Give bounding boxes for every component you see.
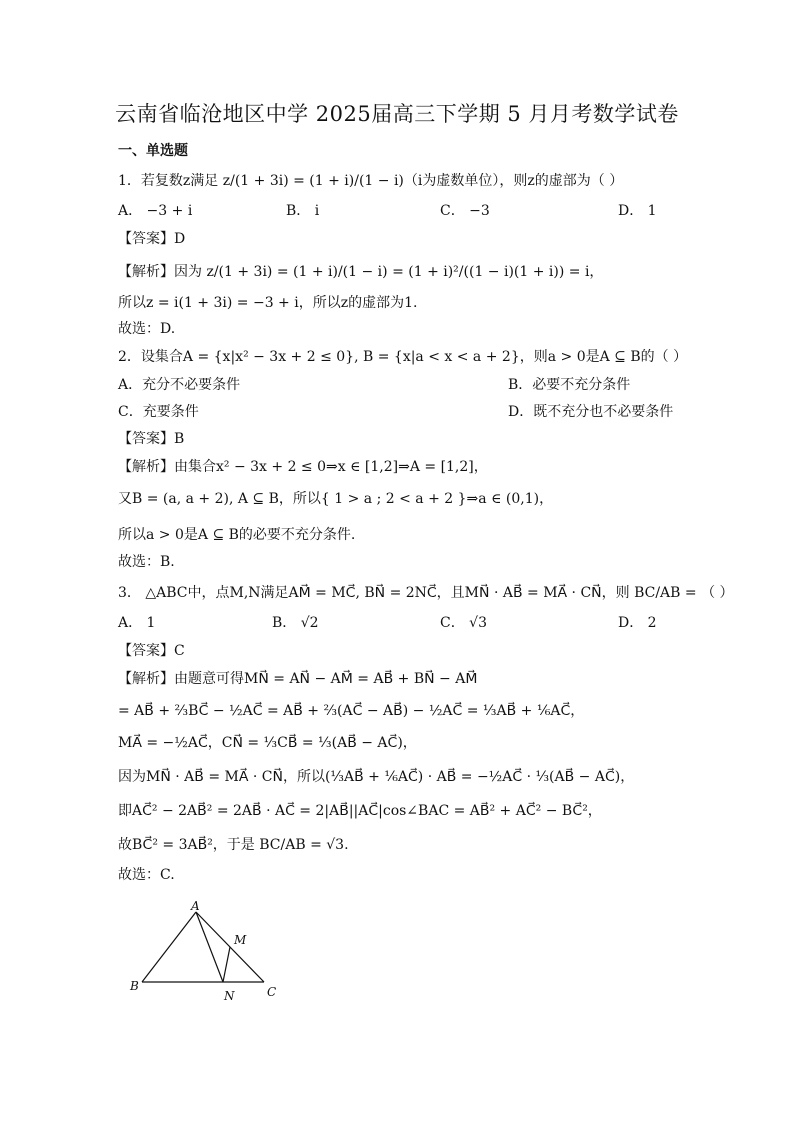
point-label-m: M xyxy=(234,933,247,947)
q1-analysis-1: 【解析】因为 z/(1 + 3i) = (1 + i)/(1 − i) = (1 + i)²/((1 − i)(1 + i)) = i， xyxy=(118,264,604,280)
q1-option-b: B． i xyxy=(286,203,320,219)
q3-analysis-7: 故选：C. xyxy=(118,867,175,883)
q3-analysis-1: 【解析】由题意可得MN⃗ = AN⃗ − AM⃗ = AB⃗ + BN⃗ − AM⃗ xyxy=(118,671,478,687)
triangle-figure xyxy=(126,898,286,1008)
q3-analysis-4: 因为MN⃗ · AB⃗ = MA⃗ · CN⃗，所以(⅓AB⃗ + ⅙AC⃗) · AB⃗ = −½AC⃗ · ⅓(AB⃗ − AC⃗)， xyxy=(118,769,635,785)
page-title: 云南省临沧地区中学 2025届高三下学期 5 月月考数学试卷 xyxy=(115,102,679,126)
q3-analysis-6: 故BC⃗² = 3AB⃗²，于是 BC/AB = √3. xyxy=(118,837,349,853)
q1-analysis-3: 故选：D. xyxy=(118,321,176,337)
q3-analysis-5: 即AC⃗² − 2AB⃗² = 2AB⃗ · AC⃗ = 2|AB⃗||AC⃗|cos∠BAC = AB⃗² + AC⃗² − BC⃗²， xyxy=(118,803,602,819)
q2-analysis-4: 故选：B. xyxy=(118,554,175,570)
q3-analysis-2: = AB⃗ + ⅔BC⃗ − ½AC⃗ = AB⃗ + ⅔(AC⃗ − AB⃗) − ½AC⃗ = ⅓AB⃗ + ⅙AC⃗， xyxy=(118,703,585,719)
q2-analysis-1: 【解析】由集合x² − 3x + 2 ≤ 0⇒x ∈ [1,2]⇒A = [1,2]， xyxy=(118,459,488,475)
q1-stem: 1．若复数z满足 z/(1 + 3i) = (1 + i)/(1 − i)（i为虚数单位），则z的虚部为（ ） xyxy=(118,173,624,189)
q1-option-c: C． −3 xyxy=(440,203,490,219)
vertex-label-a: A xyxy=(191,899,200,913)
vertex-label-b: B xyxy=(130,979,139,993)
q3-option-c: C． √3 xyxy=(440,615,487,631)
q1-analysis-2: 所以z = i(1 + 3i) = −3 + i，所以z的虚部为1. xyxy=(118,295,418,311)
edge-ab xyxy=(142,912,196,982)
vertex-label-c: C xyxy=(267,985,277,999)
q2-option-a: A．充分不必要条件 xyxy=(118,377,241,393)
q3-analysis-3: MA⃗ = −½AC⃗，CN⃗ = ⅓CB⃗ = ⅓(AB⃗ − AC⃗)， xyxy=(118,735,417,751)
q2-analysis-2: 又B = (a, a + 2), A ⊆ B，所以{ 1 > a ; 2 < a + 2 }⇒a ∈ (0,1)， xyxy=(118,491,554,507)
q1-answer: 【答案】D xyxy=(118,231,186,247)
q2-answer: 【答案】B xyxy=(118,431,185,447)
q2-analysis-3: 所以a > 0是A ⊆ B的必要不充分条件. xyxy=(118,527,356,543)
q1-option-a: A． −3 + i xyxy=(118,203,193,219)
q3-option-a: A． 1 xyxy=(118,615,156,631)
q3-option-d: D． 2 xyxy=(618,615,657,631)
q3-option-b: B． √2 xyxy=(272,615,319,631)
segment-an xyxy=(196,912,223,982)
point-label-n: N xyxy=(224,989,235,1003)
q2-option-c: C．充要条件 xyxy=(118,404,199,420)
q2-option-b: B．必要不充分条件 xyxy=(508,377,631,393)
segment-mn xyxy=(223,947,230,982)
section-heading: 一、单选题 xyxy=(118,143,188,159)
q3-stem: 3． △ABC中，点M,N满足AM⃗ = MC⃗, BN⃗ = 2NC⃗，且MN⃗ · AB⃗ = MA⃗ · CN⃗，则 BC/AB = （ ） xyxy=(118,585,734,601)
q3-answer: 【答案】C xyxy=(118,643,185,659)
q2-stem: 2．设集合A = {x|x² − 3x + 2 ≤ 0}, B = {x|a < x < a + 2}，则a > 0是A ⊆ B的（ ） xyxy=(118,349,688,365)
q1-option-d: D． 1 xyxy=(618,203,657,219)
q2-option-d: D．既不充分也不必要条件 xyxy=(508,404,674,420)
